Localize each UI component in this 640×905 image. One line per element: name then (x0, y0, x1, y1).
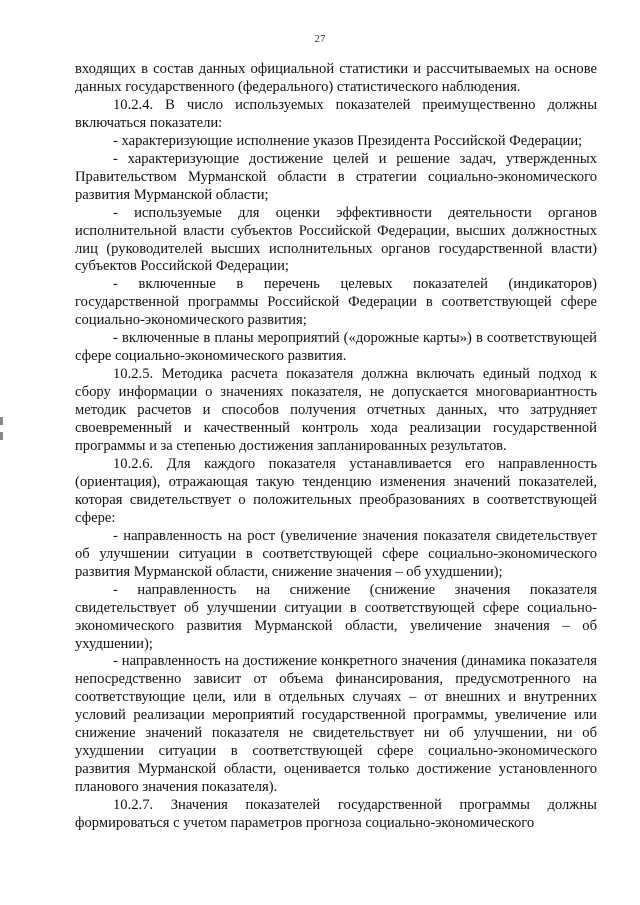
list-item: - включенные в планы мероприятий («дорожные карты») в соответствующей сфере социально-экономического развития. (75, 330, 597, 365)
paragraph: 10.2.6. Для каждого показателя устанавливается его направленность (ориентация), отражающая такую тенденцию изменения значений показателей, которая свидетельствует о положительных преобразованиях в соответствующей сфере: (75, 455, 597, 526)
scan-margin-mark (0, 417, 3, 425)
list-item: - используемые для оценки эффективности деятельности органов исполнительной власти субъектов Российской Федерации, высших должностных лиц (руководителей высших исполнительных органов государственной власти) субъектов Российской Федерации; (75, 204, 597, 275)
list-item: - направленность на достижение конкретного значения (динамика показателя непосредственно зависит от объема финансирования, предусмотренного на соответствующие цели, или в отдельных случаях – от внешних и внутренних условий реализации мероприятий государственной программы, увеличение или снижение значений показателя не свидетельствует ни об улучшении, ни об ухудшении ситуации в соответствующей сфере социально-экономического развития Мурманской области, оценивается только достижение установленного планового значения показателя). (75, 653, 597, 796)
list-item: - характеризующие достижение целей и решение задач, утвержденных Правительством Мурманской области в стратегии социально-экономического развития Мурманской области; (75, 150, 597, 203)
paragraph: входящих в состав данных официальной статистики и рассчитываемых на основе данных государственного (федерального) статистического наблюдения. (75, 61, 597, 95)
list-item: - направленность на рост (увеличение значения показателя свидетельствует об улучшении ситуации в соответствующей сфере социально-экономического развития Мурманской области, снижение значения – об ухудшении); (75, 527, 597, 580)
document-body (75, 61, 597, 833)
list-item: - включенные в перечень целевых показателей (индикаторов) государственной программы Российской Федерации в соответствующей сфере социально-экономического развития; (75, 276, 597, 329)
paragraph: 10.2.4. В число используемых показателей преимущественно должны включаться показатели: (75, 96, 597, 131)
paragraph: 10.2.5. Методика расчета показателя должна включать единый подход к сбору информации о значениях показателя, не допускается многовариантность методик расчетов и способов получения отчетных данных, что затрудняет своевременный и качественный контроль хода реализации государственной программы и за степенью достижения запланированных результатов. (75, 366, 597, 455)
page-number: 27 (314, 33, 326, 45)
paragraph: 10.2.7. Значения показателей государственной программы должны формироваться с учетом параметров прогноза социально-экономического (75, 797, 597, 832)
list-item: - направленность на снижение (снижение значения показателя свидетельствует об улучшении ситуации в соответствующей сфере социально-экономического развития Мурманской области, увеличение значения – об ухудшении); (75, 581, 597, 652)
list-item: - характеризующие исполнение указов Президента Российской Федерации; (113, 132, 583, 149)
scan-margin-mark (0, 432, 3, 440)
